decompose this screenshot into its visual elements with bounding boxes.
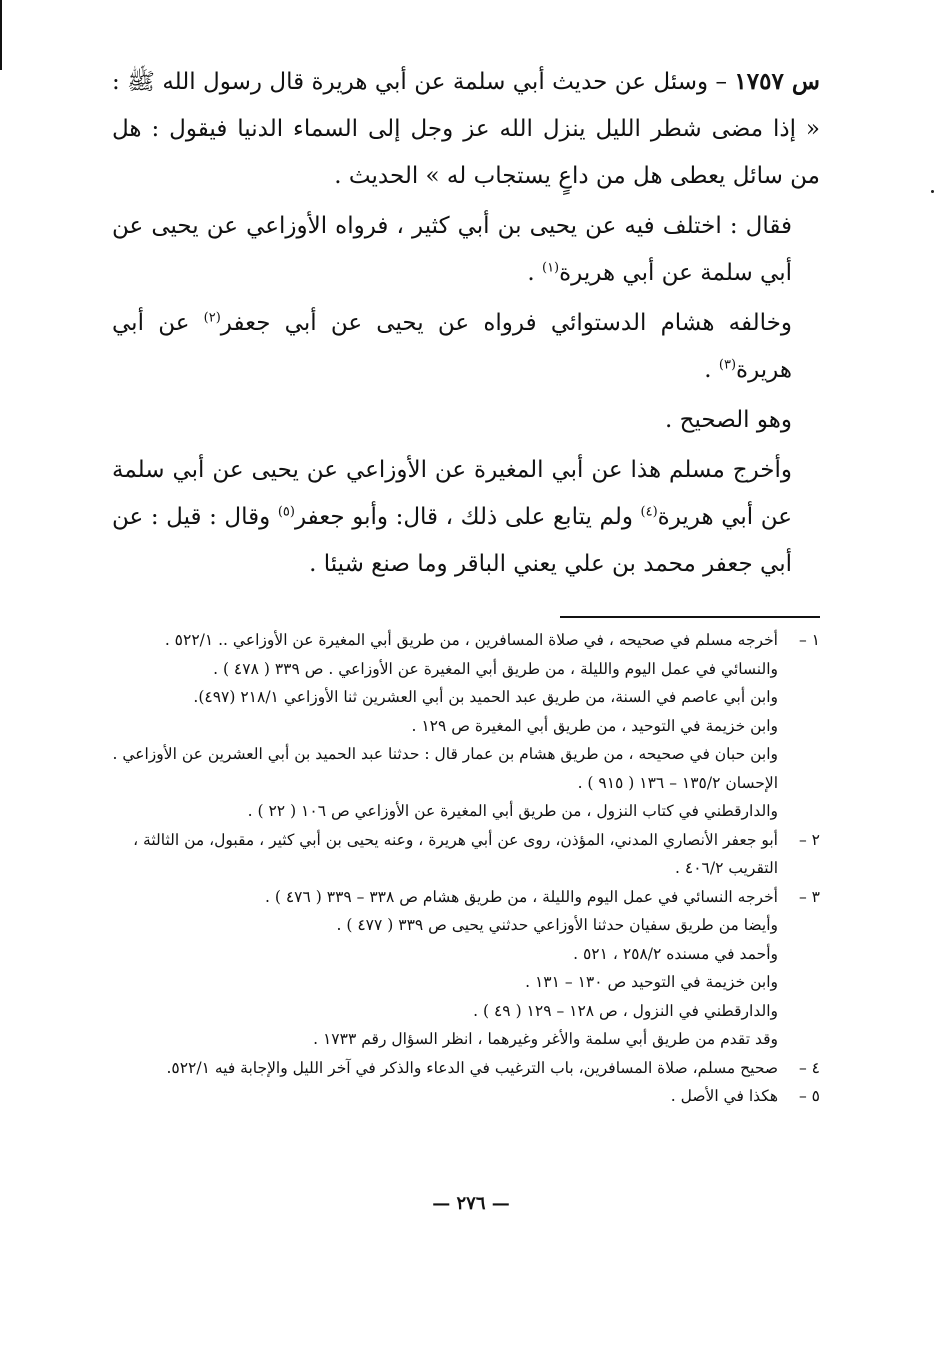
main-text	[112, 58, 820, 588]
footnote-body	[112, 883, 778, 1054]
footnote-ref-5: (٥)	[277, 504, 295, 520]
footnote-number: ٢ –	[798, 830, 820, 849]
footnote-line: وابن أبي عاصم في السنة، من طريق عبد الحميد بن أبي العشرين ثنا الأوزاعي ٢١٨/١ (٤٩٧).	[193, 688, 778, 706]
footnote-ref-1: (١)	[541, 260, 560, 276]
footnote-line: وابن خزيمة في التوحيد ، من طريق أبي المغيرة ص ١٢٩ .	[411, 716, 778, 735]
footnote-ref-2: (٢)	[203, 310, 221, 326]
answer-text-end: .	[527, 260, 542, 286]
footnote-number: ٤ –	[798, 1058, 820, 1077]
answer-paragraph-1	[112, 203, 820, 297]
footnote-line: وأحمد في مسنده ٢٥٨/٢ ، ٥٢١ .	[573, 944, 778, 963]
answer-text-end: .	[704, 357, 719, 383]
footnote-body	[112, 626, 778, 826]
answer-paragraph-4	[112, 447, 820, 588]
footnote-2	[112, 826, 820, 883]
footnote-line: أخرجه مسلم في صحيحه ، في صلاة المسافرين ، من طريق أبي المغيرة عن الأوزاعي .. ٥٢٢/١ .	[164, 631, 778, 649]
page-number: — ٢٧٦ —	[432, 1193, 510, 1214]
answer-text: ولم يتابع على ذلك ، قال: وأبو جعفر	[294, 504, 641, 530]
footnote-4	[112, 1054, 820, 1083]
footnote-number: ٣ –	[798, 887, 820, 906]
footnote-line: والدارقطني في كتاب النزول ، من طريق أبي المغيرة عن الأوزاعي ص ١٠٦ ( ٢٢ ) .	[247, 802, 778, 820]
footnote-line: أبو جعفر الأنصاري المدني، المؤذن، روى عن أبي هريرة ، وعنه يحيى بن أبي كثير ، مقبول، من الثالثة ، التقريب ٤٠٦/٢ .	[133, 830, 778, 877]
footnote-line: وابن حبان في صحيحه ، من طريق هشام بن عمار قال : حدثنا عبد الحميد بن أبي العشرين عن الأوزاعي . الإحسان ١٣٥/٢ – ١٣٦ ( ٩١٥ ) .	[112, 745, 778, 792]
answer-text: وخالفه هشام الدستوائي فرواه عن يحيى عن أبي جعفر	[220, 310, 792, 336]
footnote-line: والنسائي في عمل اليوم والليلة ، من طريق أبي المغيرة عن الأوزاعي . ص ٣٣٩ ( ٤٧٨ ) .	[213, 659, 778, 678]
footnote-line: صحيح مسلم، صلاة المسافرين، باب الترغيب في الدعاء والذكر في آخر الليل والإجابة فيه ٥٢٢/١.	[166, 1058, 778, 1077]
footnote-number: ٥ –	[798, 1087, 820, 1105]
question-paragraph	[112, 58, 820, 200]
footnote-number: ١ –	[798, 631, 820, 649]
footnote-5	[112, 1082, 820, 1111]
footnote-line: والدارقطني في النزول ، ص ١٢٨ – ١٢٩ ( ٤٩ ) .	[473, 1001, 778, 1020]
footnote-line: هكذا في الأصل .	[670, 1087, 778, 1105]
footnote-3	[112, 883, 820, 1054]
footnote-line: وقد تقدم من طريق أبي سلمة والأغر وغيرهما ، انظر السؤال رقم ١٧٣٣ .	[313, 1030, 778, 1048]
answer-paragraph-2	[112, 300, 820, 394]
scan-speck	[931, 190, 934, 193]
scan-edge-line	[0, 0, 2, 70]
footnote-line: وابن خزيمة في التوحيد ص ١٣٠ – ١٣١ .	[525, 973, 778, 991]
footnote-1	[112, 626, 820, 826]
footnote-line: أخرجه النسائي في عمل اليوم والليلة ، من طريق هشام ص ٣٣٨ – ٣٣٩ ( ٤٧٦ ) .	[265, 887, 778, 906]
footnote-separator	[560, 616, 820, 618]
answer-text: وأخرج مسلم هذا عن أبي المغيرة عن الأوزاعي عن يحيى عن أبي سلمة عن أبي هريرة	[112, 457, 792, 530]
footnote-body	[112, 1082, 778, 1111]
footnote-body	[112, 826, 778, 883]
answer-text: عن أبي هريرة	[112, 310, 792, 383]
footnote-ref-4: (٤)	[640, 504, 658, 520]
footnote-body	[112, 1054, 778, 1083]
answer-paragraph-3: وهو الصحيح .	[664, 407, 792, 433]
answer-text: فقال : اختلف فيه عن يحيى بن أبي كثير ، فرواه الأوزاعي عن يحيى عن أبي سلمة عن أبي هريرة	[112, 213, 792, 286]
footnotes	[112, 626, 820, 1111]
question-number: س ١٧٥٧	[734, 68, 820, 95]
footnote-ref-3: (٣)	[718, 357, 737, 373]
footnote-line: وأيضا من طريق سفيان حدثنا الأوزاعي حدثني يحيى ص ٣٣٩ ( ٤٧٧ ) .	[336, 916, 778, 934]
question-text: – وسئل عن حديث أبي سلمة عن أبي هريرة قال رسول الله ﷺ : « إذا مضى شطر الليل ينزل الله عز وجل إلى السماء الدنيا فيقول : هل من سائل يعطى هل من داعٍ يستجاب له » الحديث .	[112, 69, 820, 189]
answer-text-end: وقال : قيل : عن أبي جعفر محمد بن علي يعني الباقر وما صنع شيئا .	[112, 504, 792, 577]
page-body	[112, 58, 820, 1111]
